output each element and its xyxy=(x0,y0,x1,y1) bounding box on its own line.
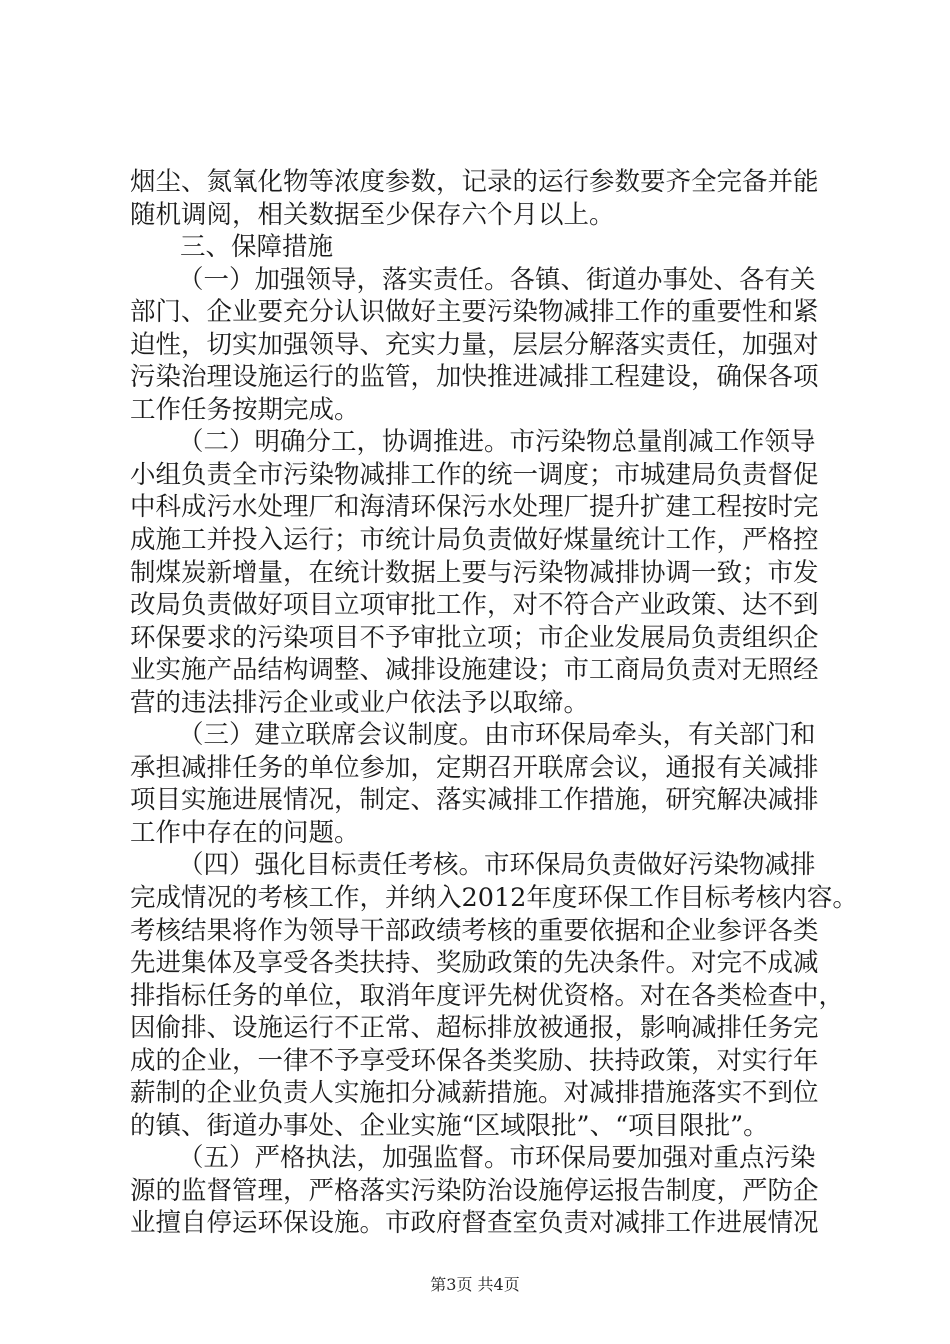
text-line: 改局负责做好项目立项审批工作，对不符合产业政策、达不到 xyxy=(130,590,819,621)
text-line: 环保要求的污染项目不予审批立项；市企业发展局负责组织企 xyxy=(130,622,819,653)
text-line: 小组负责全市污染物减排工作的统一调度；市城建局负责督促 xyxy=(130,459,819,490)
text-line: 随机调阅，相关数据至少保存六个月以上。 xyxy=(130,199,615,230)
text-line: 迫性，切实加强领导、充实力量，层层分解落实责任，加强对 xyxy=(130,329,819,360)
paragraph-start: （三）建立联席会议制度。由市环保局牵头，有关部门和 xyxy=(178,720,816,751)
text-line: 承担减排任务的单位参加，定期召开联席会议，通报有关减排 xyxy=(130,752,819,783)
text-line: 先进集体及享受各类扶持、奖励政策的先决条件。对完不成减 xyxy=(130,948,819,979)
text-line: 工作任务按期完成。 xyxy=(130,394,360,425)
page-number-footer: 第3页 共4页 xyxy=(430,1275,520,1294)
paragraph-start: （二）明确分工，协调推进。市污染物总量削减工作领导 xyxy=(178,427,816,458)
text-line: 中科成污水处理厂和海清环保污水处理厂提升扩建工程按时完 xyxy=(130,492,819,523)
text-line: 制煤炭新增量，在统计数据上要与污染物减排协调一致；市发 xyxy=(130,557,819,588)
paragraph-start: （五）严格执法，加强监督。市环保局要加强对重点污染 xyxy=(178,1143,816,1174)
text-line: 因偷排、设施运行不正常、超标排放被通报，影响减排任务完 xyxy=(130,1013,819,1044)
section-heading: 三、保障措施 xyxy=(180,232,334,263)
text-line: 考核结果将作为领导干部政绩考核的重要依据和企业参评各类 xyxy=(130,915,819,946)
text-line: 项目实施进展情况，制定、落实减排工作措施，研究解决减排 xyxy=(130,785,819,816)
text-line: 成施工并投入运行；市统计局负责做好煤量统计工作，严格控 xyxy=(130,525,819,555)
text-line: 薪制的企业负责人实施扣分减薪措施。对减排措施落实不到位 xyxy=(130,1078,819,1109)
text-line: 业擅自停运环保设施。市政府督查室负责对减排工作进展情况 xyxy=(130,1208,819,1239)
text-line: 源的监督管理，严格落实污染防治设施停运报告制度，严防企 xyxy=(130,1175,819,1206)
text-line: 的镇、街道办事处、企业实施“区域限批”、“项目限批”。 xyxy=(130,1110,769,1141)
paragraph-start: （一）加强领导，落实责任。各镇、街道办事处、各有关 xyxy=(178,264,816,295)
text-line: 排指标任务的单位，取消年度评先树优资格。对在各类检查中， xyxy=(130,980,845,1011)
paragraph-start: （四）强化目标责任考核。市环保局负责做好污染物减排 xyxy=(178,850,816,881)
text-line: 污染治理设施运行的监管，加快推进减排工程建设，确保各项 xyxy=(130,362,819,393)
text-line: 营的违法排污企业或业户依法予以取缔。 xyxy=(130,687,590,718)
text-line: 完成情况的考核工作，并纳入2012年度环保工作目标考核内容。 xyxy=(130,883,858,913)
text-line: 部门、企业要充分认识做好主要污染物减排工作的重要性和紧 xyxy=(130,297,819,328)
text-line: 业实施产品结构调整、减排设施建设；市工商局负责对无照经 xyxy=(130,655,819,686)
text-line: 烟尘、氮氧化物等浓度参数，记录的运行参数要齐全完备并能 xyxy=(130,167,819,197)
text-line: 工作中存在的问题。 xyxy=(130,817,360,848)
text-line: 成的企业，一律不予享受环保各类奖励、扶持政策，对实行年 xyxy=(130,1045,819,1076)
